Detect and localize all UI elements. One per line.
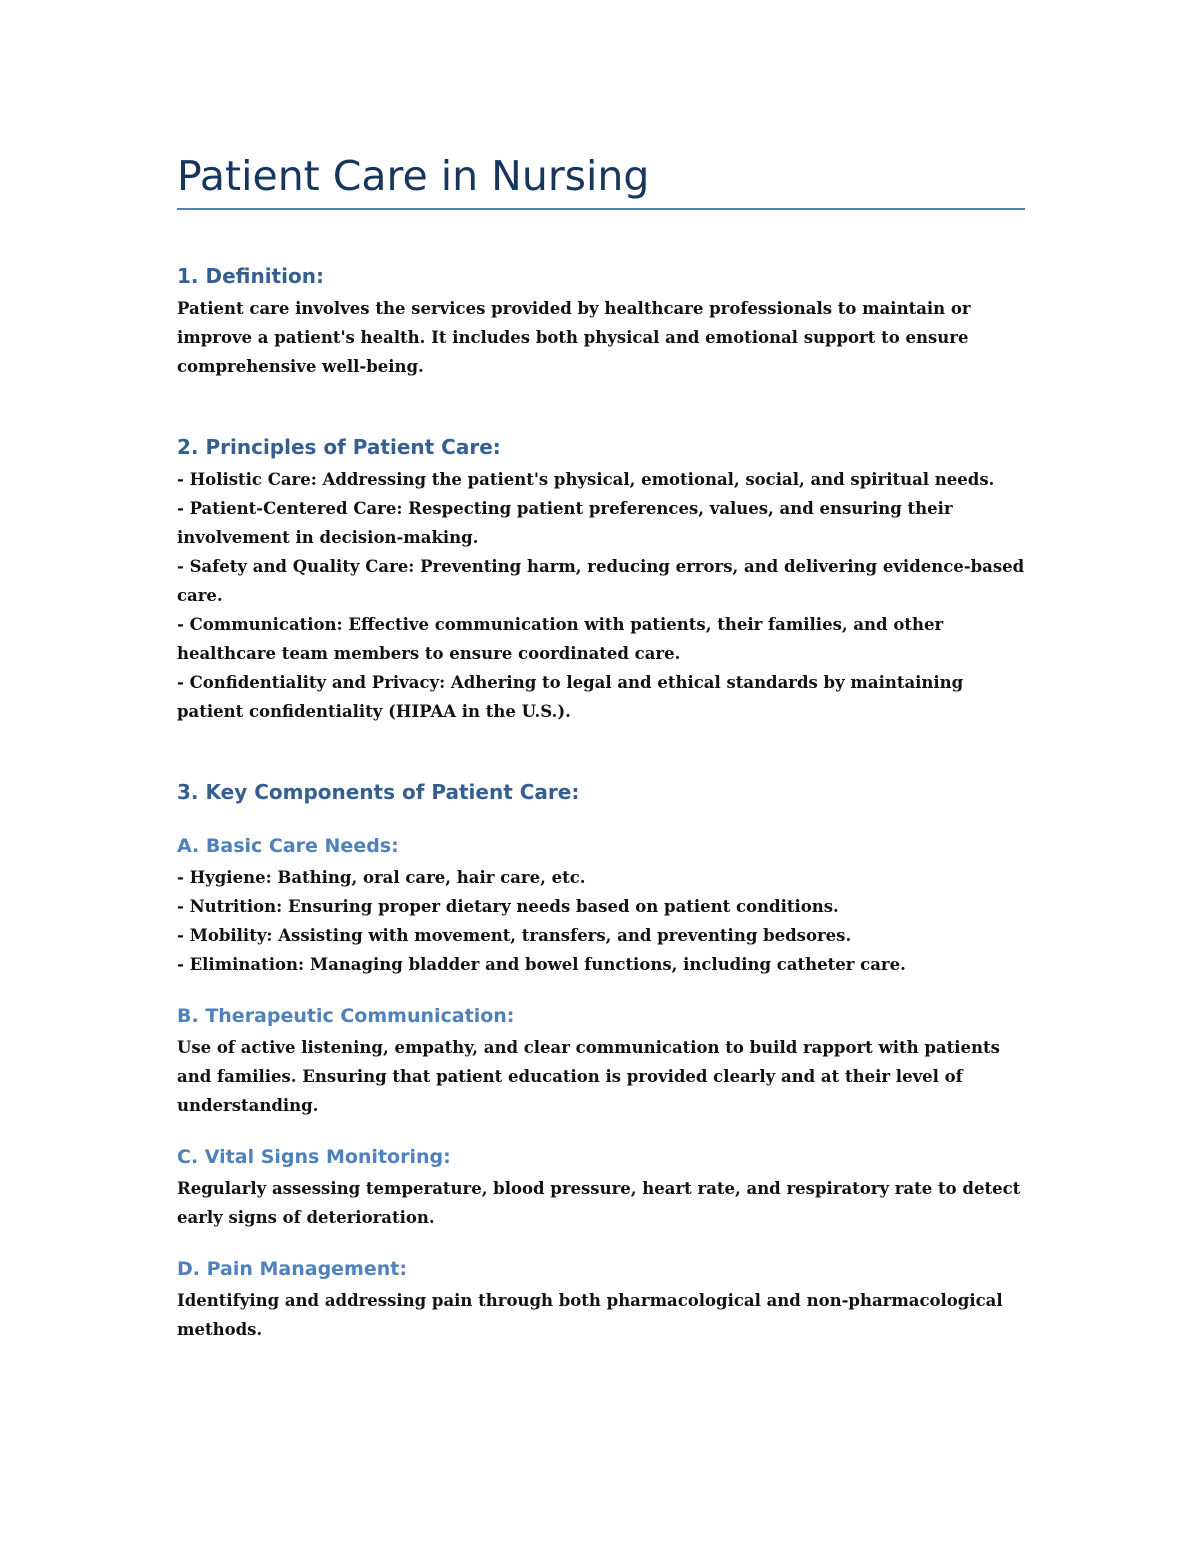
section-definition: [177, 262, 1025, 381]
document-title: Patient Care in Nursing: [177, 148, 1025, 210]
subsection-heading: D. Pain Management:: [177, 1258, 407, 1280]
list-item: - Safety and Quality Care: Preventing harm, reducing errors, and delivering evidence-based care.: [177, 557, 1025, 605]
list-item: - Elimination: Managing bladder and bowel functions, including catheter care.: [177, 955, 906, 974]
list-item: - Hygiene: Bathing, oral care, hair care, etc.: [177, 868, 586, 887]
section-heading: 1. Definition:: [177, 264, 324, 288]
list-item: - Confidentiality and Privacy: Adhering to legal and ethical standards by maintaining patient confidentiality (HIPAA in the U.S.).: [177, 673, 964, 721]
subsection-body: Regularly assessing temperature, blood pressure, heart rate, and respiratory rate to detect early signs of deterioration.: [177, 1179, 1021, 1227]
section-key-components: [177, 778, 1025, 1344]
subsection-heading: B. Therapeutic Communication:: [177, 1005, 515, 1027]
subsection-body: Use of active listening, empathy, and clear communication to build rapport with patients and families. Ensuring that patient education is provided clearly and at their level of understanding.: [177, 1038, 1000, 1115]
list-item: - Communication: Effective communication with patients, their families, and other healthcare team members to ensure coordinated care.: [177, 615, 944, 663]
document-content: [177, 148, 1025, 1344]
section-principles: [177, 433, 1025, 726]
subsection-vital-signs: [177, 1144, 1025, 1232]
list-item: - Nutrition: Ensuring proper dietary needs based on patient conditions.: [177, 897, 839, 916]
section-heading: 3. Key Components of Patient Care:: [177, 780, 580, 804]
subsection-body: Identifying and addressing pain through both pharmacological and non-pharmacological methods.: [177, 1291, 1003, 1339]
list-item: - Patient-Centered Care: Respecting patient preferences, values, and ensuring their involvement in decision-making.: [177, 499, 953, 547]
section-heading: 2. Principles of Patient Care:: [177, 435, 501, 459]
section-body: Patient care involves the services provided by healthcare professionals to maintain or improve a patient's health. It includes both physical and emotional support to ensure comprehensive well-being.: [177, 299, 971, 376]
list-item: - Mobility: Assisting with movement, transfers, and preventing bedsores.: [177, 926, 852, 945]
subsection-therapeutic-communication: [177, 1003, 1025, 1120]
basic-care-list: [177, 863, 1025, 979]
subsection-basic-care: [177, 833, 1025, 979]
subsection-pain-management: [177, 1256, 1025, 1344]
subsection-heading: A. Basic Care Needs:: [177, 835, 399, 857]
subsection-heading: C. Vital Signs Monitoring:: [177, 1146, 451, 1168]
principles-list: [177, 465, 1025, 726]
list-item: - Holistic Care: Addressing the patient's physical, emotional, social, and spiritual needs.: [177, 470, 995, 489]
